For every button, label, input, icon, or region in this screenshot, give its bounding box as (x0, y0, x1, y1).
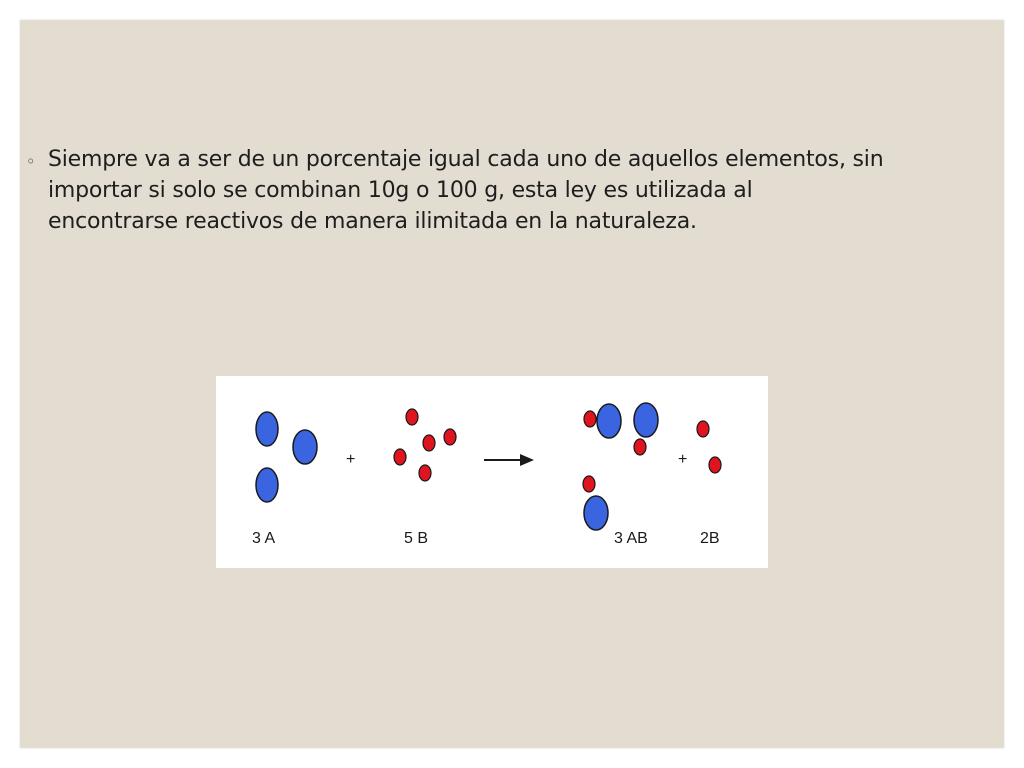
atom-b (583, 476, 595, 492)
slide (20, 20, 1004, 748)
reaction-diagram (216, 376, 768, 568)
atom-b (394, 449, 406, 465)
atom-b (419, 465, 431, 481)
bullet-text: Siempre va a ser de un porcentaje igual cada uno de aquellos elementos, sin importar si solo se combinan 10g o 100 g, esta ley es utilizada al encontrarse reactivos de manera ilimitada en la naturaleza. (48, 147, 884, 234)
product-ab-molecules (583, 403, 658, 530)
reaction-arrow-icon (484, 454, 534, 466)
atom-a (256, 468, 278, 502)
label-product-ab: 3 AB (614, 530, 648, 547)
bullet-item (26, 144, 886, 237)
atom-b (444, 429, 456, 445)
atom-b (423, 435, 435, 451)
reactant-a-atoms (256, 412, 317, 502)
atom-b (584, 411, 596, 427)
reactant-b-atoms (394, 409, 456, 481)
atom-a (584, 496, 608, 530)
plus-sign: + (346, 451, 356, 468)
atom-a (256, 412, 278, 446)
atom-b (634, 439, 646, 455)
atom-a (597, 404, 621, 438)
atom-b (697, 421, 709, 437)
atom-a (293, 430, 317, 464)
reaction-diagram-svg (216, 376, 768, 568)
product-b-atoms (697, 421, 721, 473)
atom-b (406, 409, 418, 425)
label-product-b: 2B (700, 530, 720, 547)
plus-sign: + (678, 451, 688, 468)
atom-a (634, 403, 658, 437)
label-reactant-a: 3 A (252, 530, 276, 547)
atom-b (709, 457, 721, 473)
bullet-circle-icon: ◦ (26, 152, 36, 171)
label-reactant-b: 5 B (404, 530, 429, 547)
